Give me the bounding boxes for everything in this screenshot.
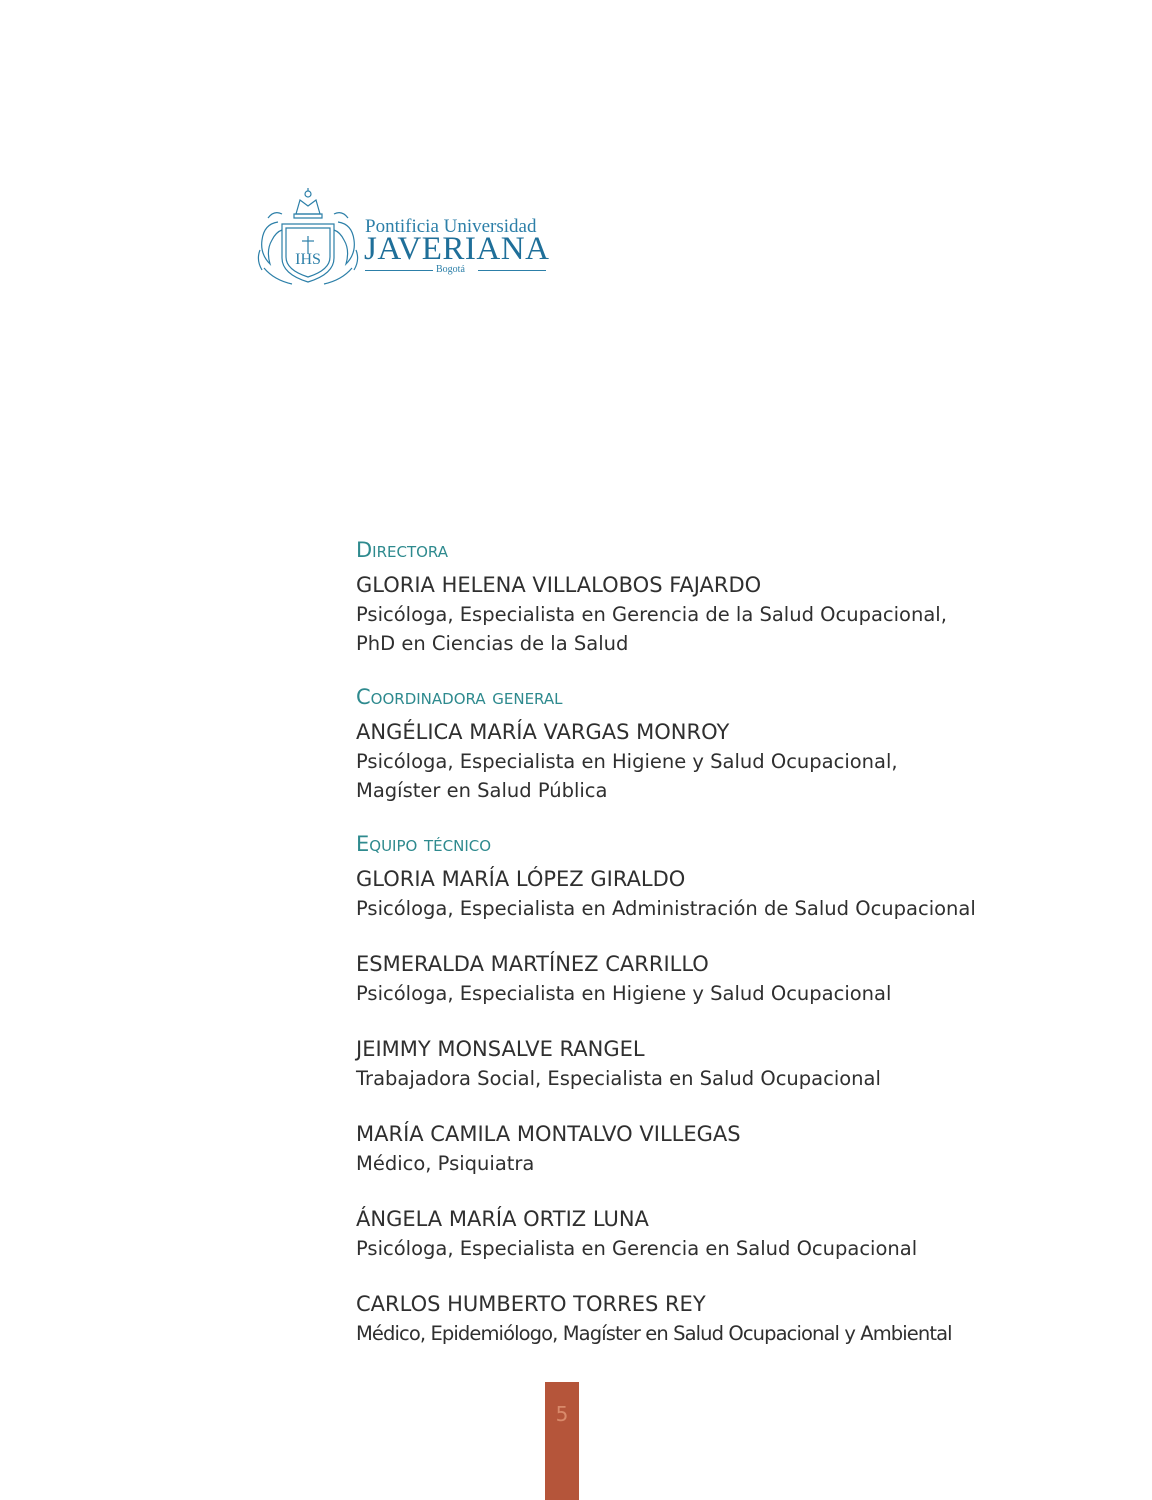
person-name: MARÍA CAMILA MONTALVO VILLEGAS (356, 1122, 741, 1146)
section-equipo-tecnico (356, 830, 1076, 1348)
university-seal-icon (256, 184, 360, 290)
person-description: Médico, Psiquiatra (356, 1152, 535, 1175)
section-heading: Directora (356, 538, 449, 562)
credits-list (356, 536, 1076, 1348)
page-number-tab (545, 1382, 579, 1500)
logo-text-city: Bogotá (436, 264, 465, 275)
person-description: Psicóloga, Especialista en Administración de Salud Ocupacional (356, 897, 976, 920)
person-name: ESMERALDA MARTÍNEZ CARRILLO (356, 952, 709, 976)
logo-rule-left (365, 270, 433, 271)
person-name: JEIMMY MONSALVE RANGEL (356, 1037, 645, 1061)
logo-text-line2: JAVERIANA (364, 231, 550, 267)
svg-text:IHS: IHS (295, 251, 321, 268)
section-heading: Coordinadora general (356, 685, 563, 709)
logo-text-line1: Pontificia Universidad (365, 216, 537, 237)
section-coordinadora (356, 683, 1076, 805)
person-description: PhD en Ciencias de la Salud (356, 632, 629, 655)
person-description: Psicóloga, Especialista en Higiene y Salud Ocupacional, (356, 750, 898, 773)
person-description: Trabajadora Social, Especialista en Salud Ocupacional (356, 1067, 881, 1090)
person-name: CARLOS HUMBERTO TORRES REY (356, 1292, 706, 1316)
section-heading: Equipo técnico (356, 832, 492, 856)
person-description: Psicóloga, Especialista en Gerencia de la Salud Ocupacional, (356, 603, 947, 626)
person-description: Magíster en Salud Pública (356, 779, 608, 802)
page-number: 5 (555, 1402, 569, 1426)
person-description: Médico, Epidemiólogo, Magíster en Salud Ocupacional y Ambiental (356, 1322, 952, 1345)
university-logo (256, 184, 556, 294)
person-description: Psicóloga, Especialista en Gerencia en Salud Ocupacional (356, 1237, 918, 1260)
person-name: ANGÉLICA MARÍA VARGAS MONROY (356, 720, 730, 744)
person-name: GLORIA HELENA VILLALOBOS FAJARDO (356, 573, 762, 597)
section-directora (356, 536, 1076, 658)
person-description: Psicóloga, Especialista en Higiene y Salud Ocupacional (356, 982, 892, 1005)
person-name: ÁNGELA MARÍA ORTIZ LUNA (356, 1207, 649, 1231)
person-name: GLORIA MARÍA LÓPEZ GIRALDO (356, 867, 686, 891)
logo-rule-right (478, 270, 546, 271)
